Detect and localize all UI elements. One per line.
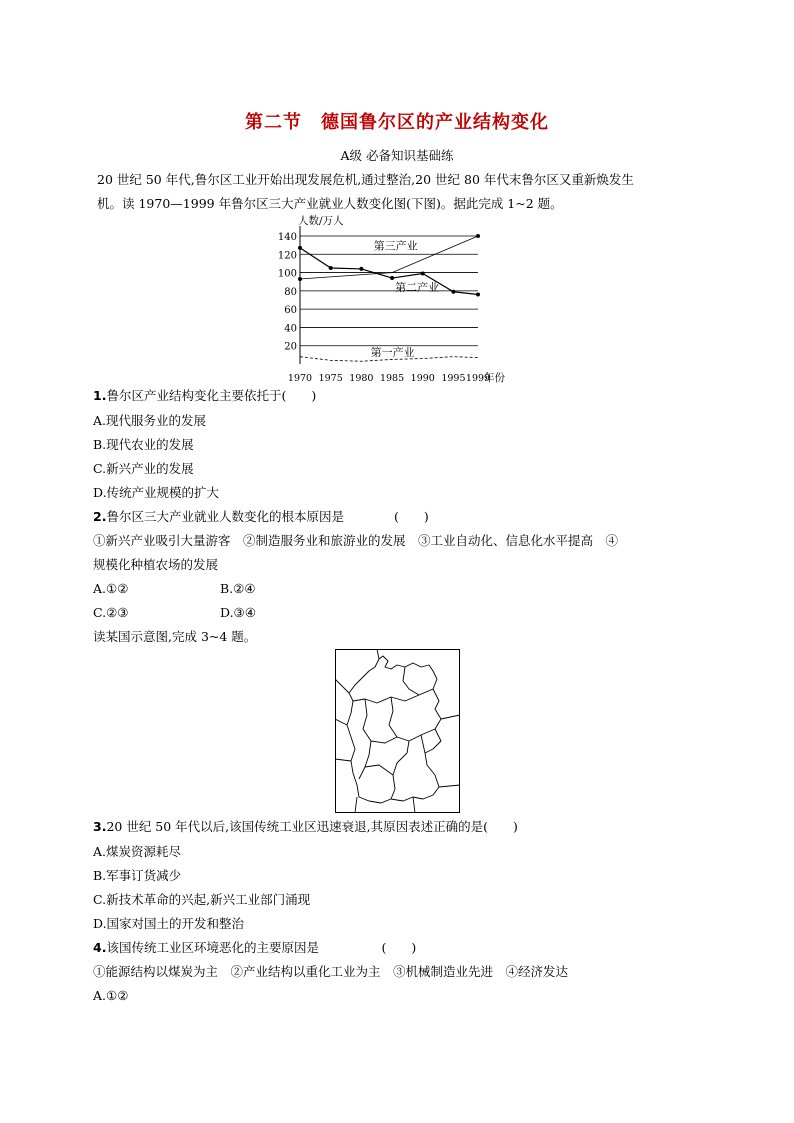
x-tick-label: 1995 — [441, 373, 466, 384]
x-tick-label: 1975 — [318, 373, 343, 384]
q1-stem-text: 鲁尔区产业结构变化主要依托于( ) — [106, 388, 317, 403]
y-tick-label: 40 — [284, 323, 297, 335]
q4-option-a: A.①② — [93, 988, 129, 1003]
q3-stem-text: 20 世纪 50 年代以后,该国传统工业区迅速衰退,其原因表述正确的是( ) — [106, 819, 518, 834]
data-point-tertiary — [298, 277, 302, 281]
y-tick-label: 20 — [284, 341, 297, 353]
data-point-secondary — [329, 266, 333, 270]
q2-option-b: B.②④ — [220, 581, 256, 596]
q2-number: 2. — [93, 509, 107, 524]
q4-stem — [93, 940, 416, 956]
q4-stem-text: 该国传统工业区环境恶化的主要原因是 ( ) — [106, 940, 417, 955]
q4-items: ①能源结构以煤炭为主 ②产业结构以重化工业为主 ③机械制造业先进 ④经济发达 — [93, 964, 569, 979]
y-axis-title: 人数/万人 — [298, 215, 344, 227]
employment-chart — [278, 214, 528, 390]
series-line-secondary — [300, 248, 478, 295]
q2-items-line-2: 规模化种植农场的发展 — [93, 557, 219, 572]
q3-number: 3. — [93, 819, 107, 834]
q2-option-c: C.②③ — [93, 605, 129, 620]
x-tick-label: 1999 — [465, 373, 491, 384]
q1-option-d: D.传统产业规模的扩大 — [93, 485, 220, 500]
y-tick-label: 120 — [278, 250, 297, 262]
x-axis-title: 年份 — [484, 372, 505, 384]
q1-option-c: C.新兴产业的发展 — [93, 461, 194, 476]
q3-option-c: C.新技术革命的兴起,新兴工业部门涌现 — [93, 892, 311, 907]
y-tick-label: 100 — [278, 268, 297, 280]
intro-line-1: 20 世纪 50 年代,鲁尔区工业开始出现发展危机,通过整治,20 世纪 80 年代末鲁尔区又重新焕发生 — [97, 172, 634, 187]
country-map — [335, 649, 460, 813]
series-label: 第一产业 — [370, 345, 415, 359]
intro-line-2: 机。读 1970—1999 年鲁尔区三大产业就业人数变化图(下图)。据此完成 1~2 题。 — [97, 196, 563, 211]
y-tick-label: 80 — [284, 286, 297, 298]
x-tick-label: 1985 — [379, 373, 405, 384]
data-point-tertiary — [476, 234, 480, 238]
y-tick-label: 60 — [284, 305, 297, 317]
q1-option-b: B.现代农业的发展 — [93, 437, 194, 452]
q2-items-line-1: ①新兴产业吸引大量游客 ②制造服务业和旅游业的发展 ③工业自动化、信息化水平提高 ④ — [93, 533, 619, 548]
map-intro: 读某国示意图,完成 3~4 题。 — [93, 629, 257, 644]
q2-option-a: A.①② — [93, 581, 129, 596]
data-point-secondary — [359, 267, 363, 271]
x-tick-label: 1990 — [410, 373, 435, 384]
y-tick-label: 140 — [278, 232, 297, 243]
level-heading: A级 必备知识基础练 — [340, 148, 454, 163]
q2-option-d: D.③④ — [220, 605, 256, 620]
q4-number: 4. — [93, 940, 107, 955]
data-point-secondary — [298, 246, 302, 250]
q3-option-a: A.煤炭资源耗尽 — [93, 844, 182, 859]
x-tick-label: 1980 — [349, 373, 374, 384]
data-point-secondary — [390, 276, 394, 280]
q1-option-a: A.现代服务业的发展 — [93, 413, 207, 428]
series-label: 第二产业 — [395, 280, 440, 294]
q2-stem — [93, 509, 429, 525]
data-point-secondary — [421, 271, 425, 275]
data-point-secondary — [451, 290, 455, 294]
q3-option-b: B.军事订货减少 — [93, 868, 182, 883]
q2-stem-text: 鲁尔区三大产业就业人数变化的根本原因是 ( ) — [106, 509, 429, 524]
series-label: 第三产业 — [373, 239, 418, 253]
q1-stem — [93, 388, 316, 404]
q3-stem — [93, 819, 518, 835]
data-point-secondary — [476, 293, 480, 297]
x-tick-label: 1970 — [287, 373, 313, 384]
q3-option-d: D.国家对国土的开发和整治 — [93, 916, 245, 931]
q1-number: 1. — [93, 388, 107, 403]
page-title: 第二节 德国鲁尔区的产业结构变化 — [245, 112, 549, 133]
